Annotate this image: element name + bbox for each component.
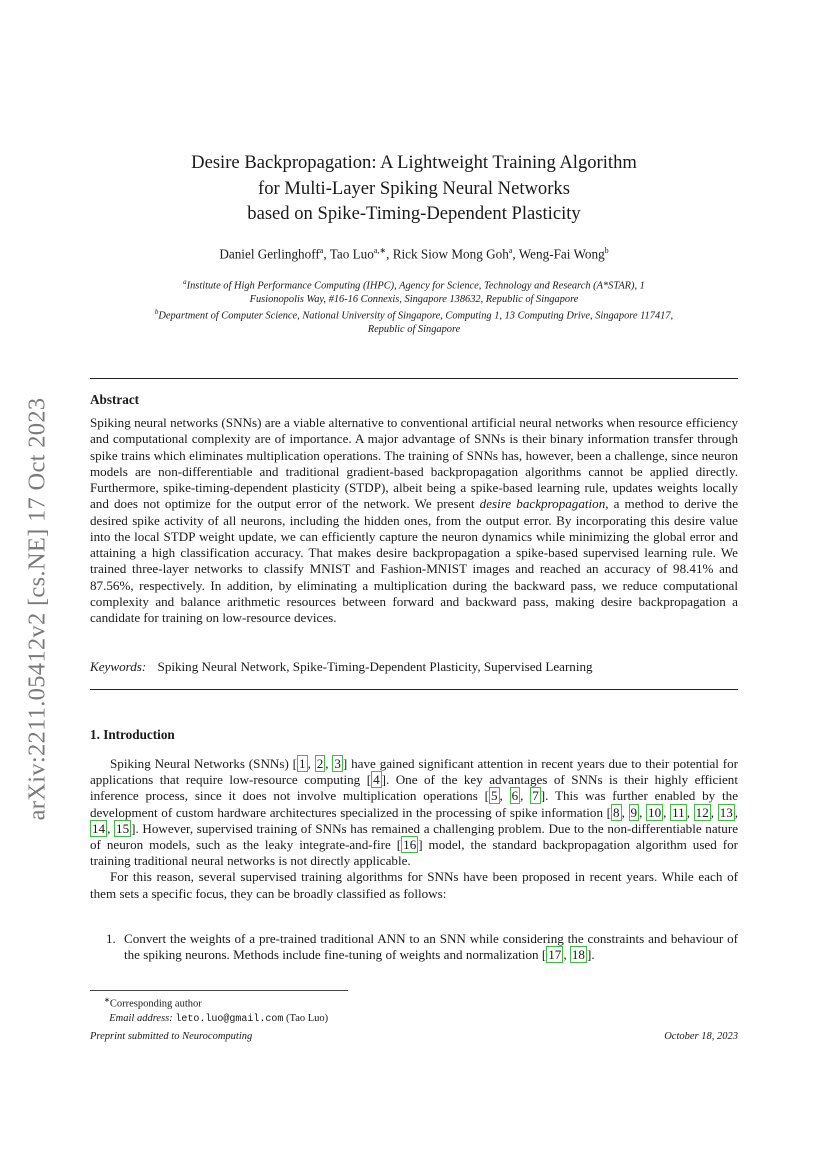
text-run: . However, supervised training of SNNs has remained a challenging problem. Due to the non-differentiable nature of neuron models, such as the leaky integrate-and-fire [90, 820, 739, 853]
author-name: Daniel Gerlinghoff [219, 246, 320, 262]
citation-link[interactable]: 12 [695, 804, 709, 820]
arxiv-identifier [22, 364, 52, 854]
affiliation-b [90, 306, 738, 323]
footnote-mark: ∗ [104, 996, 110, 1004]
keywords [90, 659, 738, 675]
divider [90, 378, 738, 379]
introduction-body [90, 756, 738, 902]
author-mark: a [508, 246, 513, 255]
list-item [106, 931, 738, 963]
citation-link[interactable]: 15 [116, 820, 130, 836]
citation-link[interactable]: 5 [490, 788, 498, 804]
citation-link[interactable]: 2 [316, 756, 324, 771]
text-run: . One of the key advantages of SNNs is their highly efficient inference process, since it does not involve multiplication operations [90, 772, 738, 804]
text-run: Spiking Neural Networks (SNNs) [110, 756, 293, 771]
abstract-text [90, 415, 738, 626]
section-heading-introduction: 1. Introduction [90, 727, 175, 742]
affiliation-line: Department of Computer Science, National University of Singapore, Computing 1, 13 Computing Drive, Singapore 117417, [158, 310, 674, 322]
keywords-label: Keywords: [90, 659, 147, 674]
footnote-divider [90, 990, 348, 991]
author-mark: b [604, 246, 609, 255]
citation-link[interactable]: 18 [571, 947, 585, 963]
citation-link[interactable]: 13 [719, 804, 733, 820]
citation-link[interactable]: 7 [532, 788, 539, 804]
citation-link[interactable]: 1 [299, 756, 306, 771]
citation-link[interactable]: 9 [630, 804, 638, 820]
author-list: Daniel Gerlinghoff$^a$, Tao Luo$^{a,∗}$, Rick Siow Mong Goh$^a$, Weng-Fai Wong$^b$ [219, 246, 609, 262]
author-name: Tao Luo [329, 246, 374, 262]
email-link[interactable]: leto.luo@gmail.com [175, 1013, 284, 1025]
author-mark: a,∗ [373, 246, 387, 255]
affiliations [90, 276, 738, 337]
abstract-emphasis: desire backpropagation [479, 496, 606, 512]
citation-link[interactable]: 17 [548, 947, 562, 963]
author-mark: a [319, 246, 324, 255]
abstract-text-part: Spiking neural networks (SNNs) are a viable alternative to conventional artificial neural networks when resource efficiency and computational complexity are of importance. A major advantage of SNNs is their binary information transfer through spike trains which eliminates multiplication operations. The training of SNNs has, however, been a challenge, since neuron models are non-differentiable and traditional gradient-based backpropagation algorithms cannot be applied directly. Furthermore, spike-timing-dependent plasticity (STDP), albeit being a spike-based learning rule, updates weights locally and does not optimize for the output error of the network. We present [90, 415, 738, 512]
affiliation-line: Republic of Singapore [367, 324, 461, 336]
citation-link[interactable]: 11 [672, 804, 685, 820]
abstract-heading: Abstract [90, 392, 140, 407]
footnotes [104, 993, 328, 1027]
citation-link[interactable]: 16 [403, 837, 417, 853]
citation-link[interactable]: 4 [373, 772, 380, 788]
citation-link[interactable]: 14 [92, 820, 106, 836]
citation-link[interactable]: 10 [648, 804, 662, 820]
arxiv-identifier-text: arXiv:2211.05412v2 [cs.NE] 17 Oct 2023 [23, 397, 50, 821]
affiliation-mark: b [154, 308, 159, 317]
preprint-note: Preprint submitted to Neurocomputing [90, 1031, 253, 1042]
affiliation-a [90, 276, 738, 293]
email-label: Email address: [109, 1012, 173, 1024]
text-run: Convert the weights of a pre-trained traditional ANN to an SNN while considering the constraints and behaviour of the spiking neurons. Methods include fine-tuning of weights and normalization [124, 931, 738, 963]
footnote-email [104, 1012, 328, 1027]
title-line: based on Spike-Timing-Dependent Plasticity [247, 203, 581, 224]
email-owner: (Tao Luo) [286, 1012, 329, 1024]
author-name: Rick Siow Mong Goh [392, 246, 509, 262]
citation-link[interactable]: 3 [334, 756, 341, 771]
affiliation-line: Fusionopolis Way, #16-16 Connexis, Singapore 138632, Republic of Singapore [249, 293, 579, 305]
paper-title [90, 150, 738, 227]
list-item-text: Convert the weights of a pre-trained traditional ANN to an SNN while considering the constraints and behaviour of the spiking neurons. Methods include fine-tuning of weights and normalization [ 17 , 18 ]. [124, 931, 738, 963]
citation-link[interactable]: 8 [613, 804, 620, 820]
text-run: have gained significant attention in recent years due to their potential for applications that require low-resource computing [90, 756, 739, 788]
publication-date: October 18, 2023 [664, 1031, 738, 1042]
paragraph: For this reason, several supervised training algorithms for SNNs have been proposed in recent years. While each of them sets a specific focus, they can be broadly classified as follows: [90, 869, 738, 901]
paragraph: Spiking Neural Networks (SNNs) [ 1 , 2 , 3 ] have gained significant attention in recent years due to their potential for applications that require low-resource computing [ 4 ]. One of the key advantages of SNNs is their highly efficient inference process, since it does not involve multiplication operations [ 5 , 6 , 7 ]. This was further enabled by the development of custom hardware architectures specialized in the processing of spike information [ 8 , 9 , 10 , 11 , 12 , 13 , 14 , 15 ]. However, supervised training of SNNs has remained a challenging problem. Due to the non-differentiable nature of neuron models, such as the leaky integrate-and-fire [ 16 ] model, the standard backpropagation algorithm used for training traditional neural networks is not directly applicable. [90, 756, 739, 869]
title-line: Desire Backpropagation: A Lightweight Training Algorithm [191, 152, 637, 173]
abstract-text-part: , a method to derive the desired spike activity of all neurons, including the hidden ones, from the output error. By incorporating this desire value into the local STDP weight update, we can efficiently capture the neuron dynamics while minimizing the global error and attaining a high classification accuracy. That makes desire backpropagation a spike-based supervised learning rule. We trained three-layer networks to classify MNIST and Fashion-MNIST images and reached an accuracy of 98.41% and 87.56%, respectively. In addition, by eliminating a multiplication during the backward pass, we reduce computational complexity and balance arithmetic resources between forward and backward pass, making desire backpropagation a candidate for training on low-resource devices. [90, 496, 739, 625]
affiliation-mark: a [183, 278, 187, 286]
affiliation-line: Institute of High Performance Computing (IHPC), Agency for Science, Technology and Research (A*STAR), 1 [186, 280, 645, 292]
list-number: 1. [106, 931, 116, 946]
citation-link[interactable]: 6 [511, 788, 519, 804]
text-run: model, the standard backpropagation algorithm used for training traditional neural networks is not directly applicable. [90, 837, 738, 869]
footnote-corresponding [104, 993, 328, 1012]
text-run: . This was further enabled by the development of custom hardware architectures specialized in the processing of spike information [90, 788, 739, 820]
footnote-text: Corresponding author [109, 998, 202, 1010]
text-run: . [591, 947, 595, 963]
keywords-items: Spiking Neural Network, Spike-Timing-Dependent Plasticity, Supervised Learning [157, 659, 593, 674]
author-name: Weng-Fai Wong [518, 246, 605, 262]
divider [90, 689, 738, 690]
title-line: for Multi-Layer Spiking Neural Networks [258, 177, 570, 199]
